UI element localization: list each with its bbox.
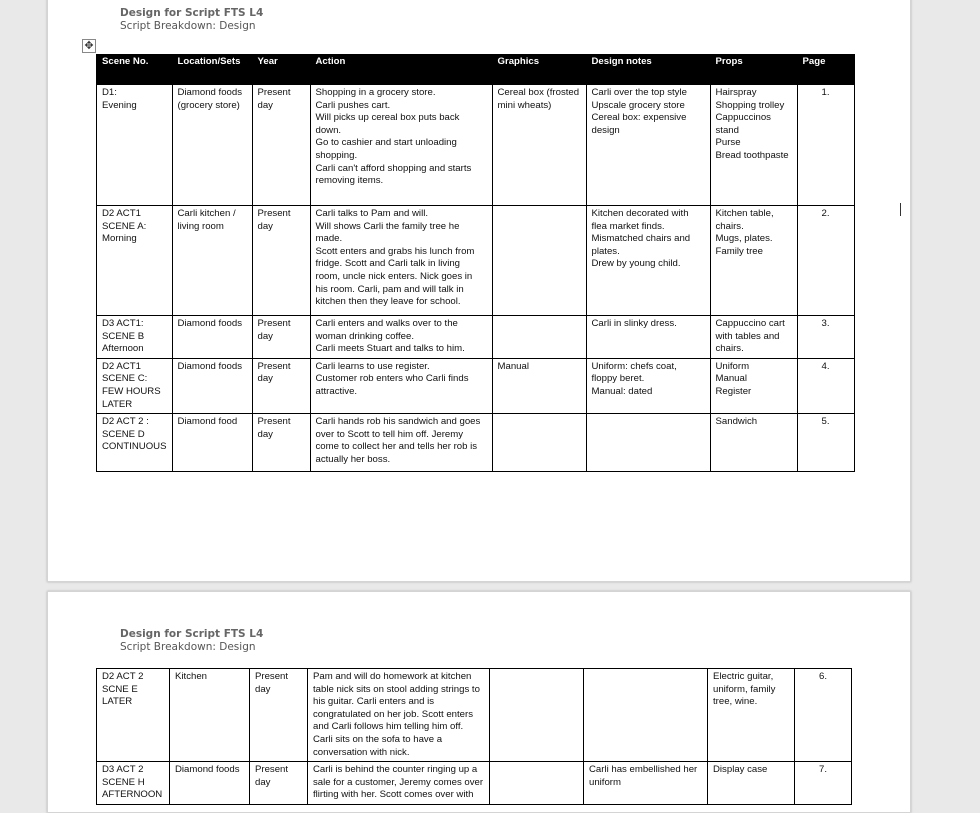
- table-cell[interactable]: [492, 206, 586, 316]
- column-header: Scene No.: [97, 55, 173, 85]
- table-row: [97, 669, 852, 762]
- table-row: [97, 316, 855, 359]
- table-cell[interactable]: Carli kitchen / living room: [172, 206, 252, 316]
- table-cell[interactable]: Present day: [252, 358, 310, 413]
- table-cell[interactable]: 3.: [797, 316, 854, 359]
- script-breakdown-table: [96, 54, 855, 472]
- column-header: Page: [797, 55, 854, 85]
- table-cell[interactable]: Carli in slinky dress.: [586, 316, 710, 359]
- table-cell[interactable]: Sandwich: [710, 414, 797, 472]
- script-breakdown-table-continued: [96, 668, 852, 805]
- table-cell[interactable]: 6.: [795, 669, 852, 762]
- table-cell[interactable]: 4.: [797, 358, 854, 413]
- document-page-2: [47, 591, 911, 813]
- header-title: Design for Script FTS L4: [120, 628, 264, 640]
- table-cell[interactable]: Present day: [250, 669, 308, 762]
- document-page-1: [47, 0, 911, 582]
- table-cell[interactable]: D2 ACT1 SCENE A: Morning: [97, 206, 173, 316]
- table-cell[interactable]: 2.: [797, 206, 854, 316]
- table-cell[interactable]: Diamond foods: [172, 316, 252, 359]
- column-header: Action: [310, 55, 492, 85]
- table-cell[interactable]: Carli talks to Pam and will. Will shows Carli the family tree he made. Scott enters and grabs his lunch from fridge. Scott and Carli talk in living room, uncle nick enters. Nick goes in his room. Carli, pam and will talk in kitchen then they leave for school.: [310, 206, 492, 316]
- table-cell[interactable]: 7.: [795, 762, 852, 805]
- table-cell[interactable]: Carli over the top style Upscale grocery store Cereal box: expensive design: [586, 85, 710, 206]
- table-cell[interactable]: Present day: [252, 316, 310, 359]
- table-cell[interactable]: Kitchen table, chairs. Mugs, plates. Family tree: [710, 206, 797, 316]
- table-cell[interactable]: [492, 316, 586, 359]
- table-cell[interactable]: 5.: [797, 414, 854, 472]
- table-cell[interactable]: Hairspray Shopping trolley Cappuccinos stand Purse Bread toothpaste: [710, 85, 797, 206]
- table-cell[interactable]: D2 ACT 2 : SCENE D CONTINUOUS: [97, 414, 173, 472]
- table-row: [97, 206, 855, 316]
- table-cell[interactable]: Kitchen decorated with flea market finds. Mismatched chairs and plates. Drew by young child.: [586, 206, 710, 316]
- table-cell[interactable]: Carli hands rob his sandwich and goes over to Scott to tell him off. Jeremy come to collect her and tells her rob is actually her boss.: [310, 414, 492, 472]
- table-cell[interactable]: Diamond foods: [170, 762, 250, 805]
- table-cell[interactable]: Diamond food: [172, 414, 252, 472]
- page-header: [120, 7, 263, 33]
- table-cell[interactable]: Carli learns to use register. Customer rob enters who Carli finds attractive.: [310, 358, 492, 413]
- column-header: Design notes: [586, 55, 710, 85]
- table-cell[interactable]: Cereal box (frosted mini wheats): [492, 85, 586, 206]
- table-row: [97, 414, 855, 472]
- table-row: [97, 85, 855, 206]
- column-header: Location/Sets: [172, 55, 252, 85]
- table-cell[interactable]: [490, 762, 584, 805]
- table-cell[interactable]: D2 ACT 2 SCNE E LATER: [97, 669, 170, 762]
- table-cell[interactable]: [492, 414, 586, 472]
- table-cell[interactable]: Uniform Manual Register: [710, 358, 797, 413]
- table-cell[interactable]: Present day: [250, 762, 308, 805]
- table-header-row: [97, 55, 855, 85]
- table-cell[interactable]: 1.: [797, 85, 854, 206]
- table-cell[interactable]: Diamond foods: [172, 358, 252, 413]
- table-cell[interactable]: Present day: [252, 414, 310, 472]
- table-cell[interactable]: D1: Evening: [97, 85, 173, 206]
- column-header: Graphics: [492, 55, 586, 85]
- header-title: Design for Script FTS L4: [120, 7, 264, 19]
- column-header: Props: [710, 55, 797, 85]
- table-cell[interactable]: Carli has embellished her uniform: [584, 762, 708, 805]
- table-cell[interactable]: D3 ACT1: SCENE B Afternoon: [97, 316, 173, 359]
- table-cell[interactable]: Carli enters and walks over to the woman drinking coffee. Carli meets Stuart and talks to him.: [310, 316, 492, 359]
- table-cell[interactable]: Electric guitar, uniform, family tree, wine.: [708, 669, 795, 762]
- table-cell[interactable]: D3 ACT 2 SCENE H AFTERNOON: [97, 762, 170, 805]
- page-header: [120, 628, 263, 654]
- text-cursor: [900, 203, 901, 216]
- table-row: [97, 762, 852, 805]
- table-cell[interactable]: Carli is behind the counter ringing up a sale for a customer, Jeremy comes over flirting with her. Scott comes over with: [308, 762, 490, 805]
- table-row: [97, 358, 855, 413]
- table-body: [97, 669, 852, 805]
- table-cell[interactable]: Diamond foods (grocery store): [172, 85, 252, 206]
- table-cell[interactable]: [490, 669, 584, 762]
- table-cell[interactable]: Cappuccino cart with tables and chairs.: [710, 316, 797, 359]
- table-cell[interactable]: Manual: [492, 358, 586, 413]
- table-cell[interactable]: Kitchen: [170, 669, 250, 762]
- column-header: Year: [252, 55, 310, 85]
- table-cell[interactable]: Present day: [252, 206, 310, 316]
- table-move-handle-icon[interactable]: ✥: [82, 39, 96, 53]
- table-cell[interactable]: [584, 669, 708, 762]
- table-cell[interactable]: Present day: [252, 85, 310, 206]
- header-subtitle: Script Breakdown: Design: [120, 20, 256, 32]
- table-body: [97, 85, 855, 472]
- table-cell[interactable]: Pam and will do homework at kitchen table nick sits on stool adding strings to his guitar. Carli enters and is congratulated on her job. Scott enters and Carli follows him telling him off. Carli sits on the sofa to have a conversation with nick.: [308, 669, 490, 762]
- table-cell[interactable]: [586, 414, 710, 472]
- table-cell[interactable]: D2 ACT1 SCENE C: FEW HOURS LATER: [97, 358, 173, 413]
- table-cell[interactable]: Uniform: chefs coat, floppy beret. Manual: dated: [586, 358, 710, 413]
- table-cell[interactable]: Display case: [708, 762, 795, 805]
- table-cell[interactable]: Shopping in a grocery store. Carli pushes cart. Will picks up cereal box puts back down. Go to cashier and start unloading shopping. Carli can't afford shopping and starts removing items.: [310, 85, 492, 206]
- header-subtitle: Script Breakdown: Design: [120, 641, 256, 653]
